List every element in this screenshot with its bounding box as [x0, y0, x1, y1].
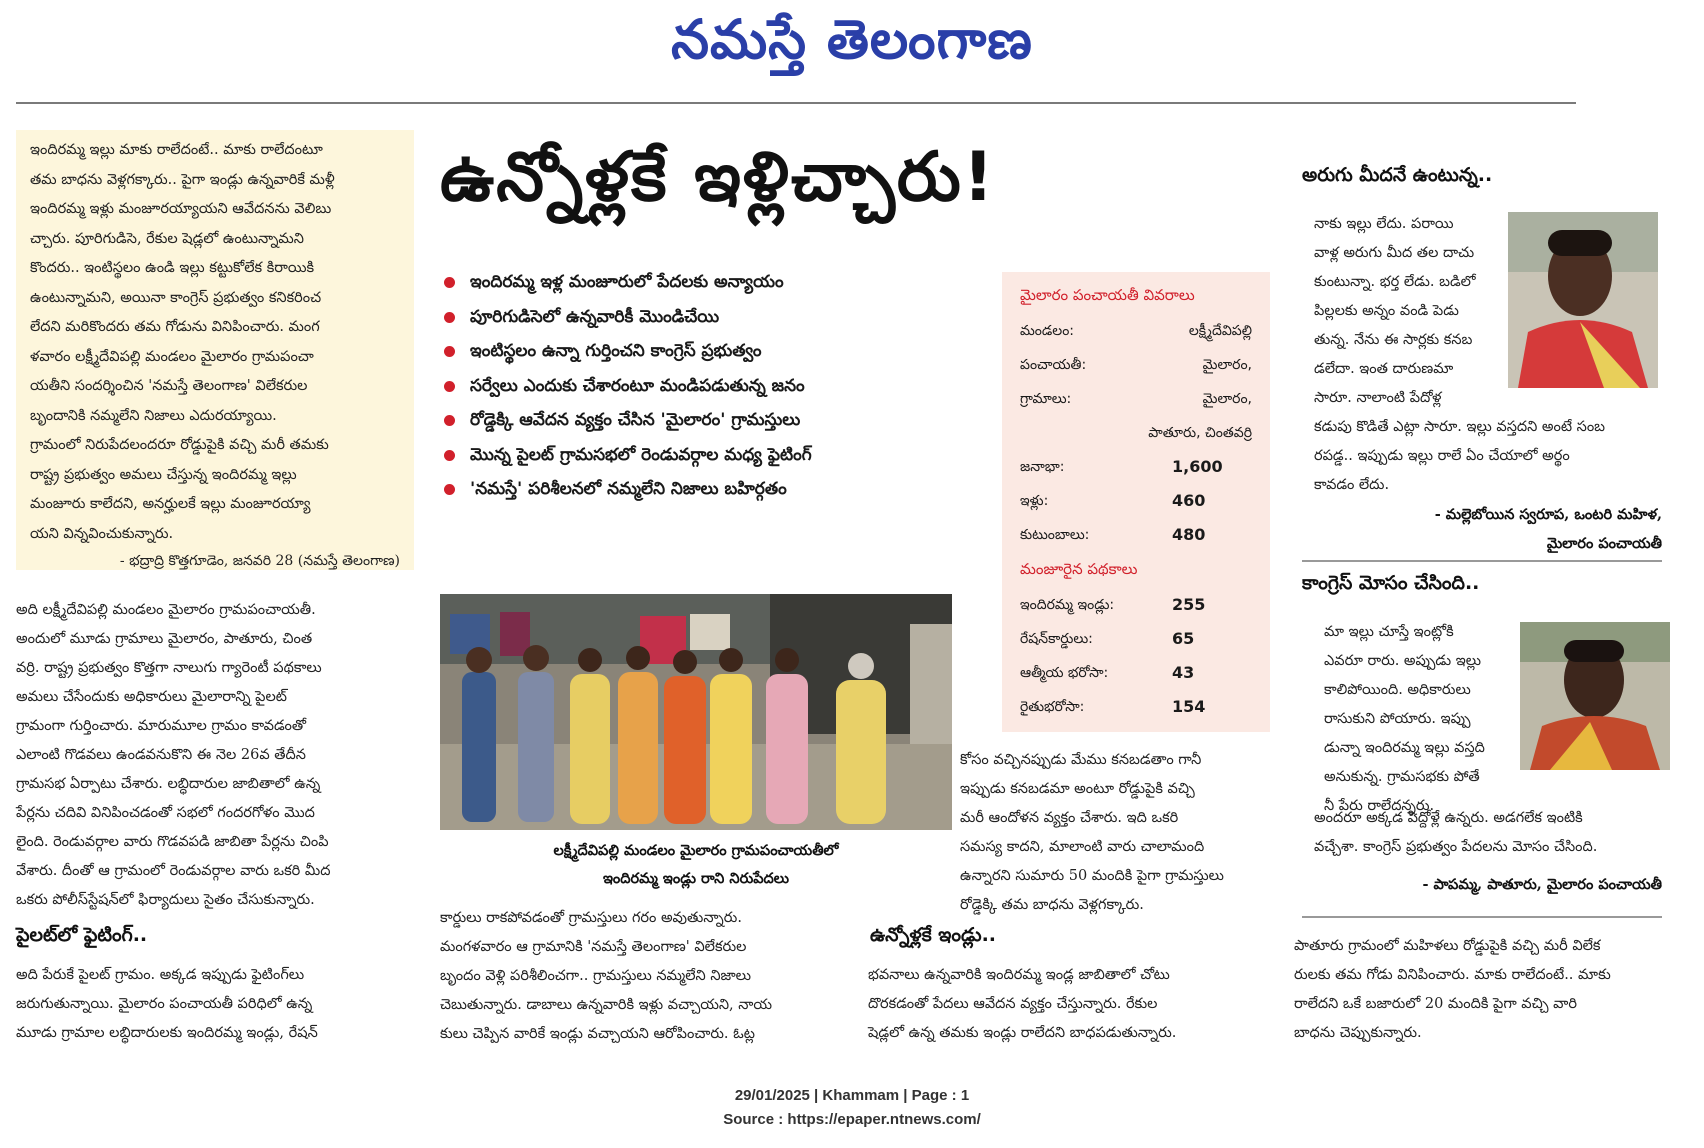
intro-box — [16, 130, 414, 570]
bullet-dot-icon — [444, 381, 455, 392]
text-line: రపడ్డ.. ఇప్పుడు ఇల్లు రాలే ఏం చేయాలో అర్థం — [1314, 448, 1570, 464]
col1-subhead: పైలట్‌లో ఫైటింగ్.. — [16, 924, 148, 946]
schemes-heading: మంజూరైన పథకాలు — [1020, 560, 1138, 578]
bullet-text: రోడ్డెక్కి ఆవేదన వ్యక్తం చేసిన 'మైలారం' గ్రామస్తులు — [470, 410, 801, 430]
details-value: మైలారం, — [1202, 391, 1252, 407]
details-value: లక్ష్మీదేవిపల్లి — [1188, 323, 1252, 339]
bullet-dot-icon — [444, 450, 455, 461]
details-row — [1020, 382, 1252, 416]
text-line: మంగళవారం ఆ గ్రామానికి 'నమస్తే తెలంగాణ' విలేకరుల — [440, 939, 747, 955]
text-line: రాలేదని ఒకే బజారులో 20 మందికి పైగా వచ్చి వారి — [1294, 996, 1577, 1012]
text-line: గ్రామంలో నిరుపేదలందరూ రోడ్డుపైకి వచ్చి మరీ తమకు — [30, 437, 329, 453]
bullet-dot-icon — [444, 415, 455, 426]
text-line: రోడ్డెక్కి తమ బాధను వెళ్లగక్కారు. — [960, 897, 1144, 913]
details-row — [1020, 690, 1252, 724]
quote2-text-full — [1314, 804, 1660, 862]
bullet-dot-icon — [444, 484, 455, 495]
bullet-text: మొన్న పైలట్ గ్రామసభలో రెండువర్గాల మధ్య ఫైటింగ్ — [470, 444, 812, 465]
col3-subhead: ఉన్నోళ్లకే ఇండ్లు.. — [870, 924, 997, 946]
bullet-dot-icon — [444, 312, 455, 323]
text-line: కుంటున్నా. భర్త లేడు. బడిలో — [1314, 274, 1476, 290]
details-label: ఇళ్లు: — [1020, 493, 1049, 509]
quote1-text-full — [1314, 413, 1660, 500]
text-line: లైంది. రెండువర్గాల వారు గొడవపడి జాబితా పేర్లను చింపి — [16, 834, 329, 850]
details-label: రేషన్‌కార్డులు: — [1020, 631, 1093, 647]
details-value: పాతూరు, చింతవర్రి — [1148, 425, 1252, 441]
text-line: కావడం లేదు. — [1314, 477, 1390, 493]
details-label: గ్రామాలు: — [1020, 391, 1072, 407]
highlight-bullet — [440, 376, 1000, 411]
details-row — [1020, 588, 1252, 622]
quote-box-2 — [1302, 572, 1662, 918]
col4-text — [1294, 932, 1664, 1048]
text-line: తున్న. నేను ఈ సార్లకు కనబ — [1314, 332, 1473, 348]
quote1-portrait — [1508, 212, 1658, 388]
highlight-bullet — [440, 272, 1000, 307]
woman-portrait-image — [1508, 212, 1658, 388]
details-value: 460 — [1172, 491, 1206, 510]
highlight-bullet — [440, 445, 1000, 480]
footer-date-edition: 29/01/2025 | Khammam | Page : 1 — [734, 1087, 970, 1104]
bullet-text: ఇందిరమ్మ ఇళ్ల మంజూరులో పేదలకు అన్యాయం — [470, 272, 784, 292]
highlight-bullet — [440, 307, 1000, 342]
text-line: బాధను చెప్పుకున్నారు. — [1294, 1025, 1422, 1041]
quote2-heading: కాంగ్రెస్ మోసం చేసింది.. — [1302, 572, 1480, 594]
text-line: కులు చెప్పిన వారికే ఇండ్లు వచ్చాయని ఆరోపించారు. ఓట్ల — [440, 1026, 755, 1042]
details-row — [1020, 416, 1252, 450]
highlight-bullet — [440, 341, 1000, 376]
details-label: ఆత్మీయ భరోసా: — [1020, 665, 1109, 681]
text-line: అనుకున్న. గ్రామసభకు పోతే — [1324, 769, 1480, 785]
text-line: రాసుకుని పోయారు. ఇప్పు — [1324, 711, 1471, 727]
text-line: కొందరు.. ఇంటిస్థలం ఉండి ఇల్లు కట్టుకోలేక కిరాయికి — [30, 260, 315, 276]
details-stats — [1020, 450, 1252, 552]
col3-text-2 — [868, 961, 1270, 1048]
details-value: 1,600 — [1172, 457, 1223, 476]
details-label: ఇందిరమ్మ ఇండ్లు: — [1020, 597, 1115, 613]
bullet-text: ఇంటిస్థలం ఉన్నా గుర్తించని కాంగ్రెస్ ప్రభుత్వం — [470, 341, 762, 361]
details-value: 65 — [1172, 629, 1195, 648]
details-label: కుటుంబాలు: — [1020, 527, 1090, 543]
text-line: వేశారు. దీంతో ఆ గ్రామంలో రెండువర్గాల వారు ఒకరి మీద — [16, 863, 331, 879]
text-line: అందులో మూడు గ్రామాలు మైలారం, పాతూరు, చింత — [16, 631, 313, 647]
text-line: పేర్లను చదివి వినిపించడంతో సభలో గందరగోళం మొద — [16, 805, 315, 821]
text-line: ఇందిరమ్మ ఇల్లు మాకు రాలేదంటే.. మాకు రాలేదంటూ — [30, 142, 323, 158]
text-line: ఇందిరమ్మ ఇళ్లు మంజూరయ్యాయని ఆవేదనను వెలిబు — [30, 201, 332, 217]
bullet-text: సర్వేలు ఎందుకు చేశారంటూ మండిపడుతున్న జనం — [470, 375, 805, 396]
footer-source: Source : https://epaper.ntnews.com/ — [723, 1111, 981, 1128]
col3-text — [960, 746, 1270, 920]
masthead-rule — [16, 102, 1576, 104]
text-line: షెడ్లలో ఉన్న తమకు ఇండ్లు రాలేదని బాధపడుతున్నారు. — [868, 1025, 1177, 1041]
text-line: లేదని మరికొందరు తమ గోడును వినిపించారు. మంగ — [30, 319, 320, 335]
group-photo — [440, 594, 952, 830]
text-line: భవనాలు ఉన్నవారికి ఇందిరమ్మ ఇండ్ల జాబితాలో చోటు — [868, 967, 1170, 983]
col1-text-2 — [16, 961, 414, 1048]
text-line: దొరకడంతో పేదలు ఆవేదన వ్యక్తం చేస్తున్నారు. రేకుల — [868, 996, 1158, 1012]
text-line: కార్డులు రాకపోవడంతో గ్రామస్తులు గరం అవుతున్నారు. — [440, 910, 742, 926]
details-label: రైతుభరోసా: — [1020, 699, 1085, 715]
details-value: 43 — [1172, 663, 1195, 682]
quote1-credit: - మల్లెబోయిన స్వరూప, ఒంటరి మహిళ, మైలారం పంచాయతీ — [1434, 506, 1662, 552]
masthead-logo: నమస్తే తెలంగాణ — [671, 8, 1033, 71]
text-line: వాళ్ల అరుగు మీద తల దాచు — [1314, 245, 1475, 261]
text-line: వచ్చేశా. కాంగ్రెస్ ప్రభుత్వం పేదలను మోసం చేసింది. — [1314, 839, 1598, 855]
details-row — [1020, 314, 1252, 348]
intro-text — [30, 136, 400, 549]
text-line: చెబుతున్నారు. డాబాలు ఉన్నవారికి ఇళ్లు వచ్చాయని, నాయ — [440, 997, 772, 1013]
text-line: మా ఇల్లు చూస్తే ఇంట్లోకి — [1324, 624, 1454, 640]
page-footer — [0, 1084, 1704, 1132]
text-line: తమ బాధను వెళ్లగక్కారు.. పైగా ఇండ్లు ఉన్నవారికే మళ్లీ — [30, 171, 335, 188]
quote2-text — [1324, 618, 1508, 821]
details-label: మండలం: — [1020, 323, 1075, 339]
text-line: సారూ. నాలాంటి పేదోళ్ల — [1314, 390, 1442, 406]
col2-text — [440, 904, 838, 1049]
text-line: గ్రామంగా గుర్తించారు. మారుమూల గ్రామం కావడంతో — [16, 718, 306, 734]
text-line: డలేదా. ఇంత దారుణమా — [1314, 361, 1454, 377]
text-line: చ్చారు. పూరిగుడిసె, రేకుల షెడ్లలో ఉంటున్నామని — [30, 230, 304, 247]
intro-credit: - భద్రాద్రి కొత్తగూడెం, జనవరి 28 (నమస్తే తెలంగాణ) — [119, 553, 400, 569]
text-line: వర్రి. రాష్ట్ర ప్రభుత్వం కొత్తగా నాలుగు గ్యారెంటీ పథకాలు — [16, 660, 322, 676]
details-label: జనాభా: — [1020, 459, 1065, 475]
details-row — [1020, 348, 1252, 382]
bullet-text: పూరిగుడిసెలో ఉన్నవారికీ మొండిచేయి — [470, 306, 720, 327]
text-line: యని విన్నవించుకున్నారు. — [30, 525, 174, 542]
text-line: ఎలాంటి గొడవలు ఉండవనుకొని ఈ నెల 26వ తేదీన — [16, 747, 306, 763]
highlight-bullet — [440, 479, 1000, 514]
details-row — [1020, 656, 1252, 690]
text-line: నీ పేరు రాలేదన్నరు. — [1324, 798, 1435, 814]
quote1-heading: అరుగు మీదనే ఉంటున్న.. — [1302, 164, 1493, 186]
text-line: బృందం వెళ్లి పరిశీలించగా.. గ్రామస్తులు నమ్మలేని నిజాలు — [440, 968, 751, 984]
text-line: ఉంటున్నామని, అయినా కాంగ్రెస్ ప్రభుత్వం కనికరించ — [30, 289, 322, 306]
text-line: అందరూ అక్కడ పెద్దోళ్లే ఉన్నరు. అడగలేక ఇంటికి — [1314, 810, 1583, 826]
text-line: రాష్ట్ర ప్రభుత్వం అమలు చేస్తున్న ఇందిరమ్మ ఇల్లు — [30, 466, 297, 483]
bullet-dot-icon — [444, 277, 455, 288]
text-line: ఒకరు పోలీస్‌స్టేషన్‌లో ఫిర్యాదులు సైతం చేసుకున్నారు. — [16, 892, 315, 908]
col1-text — [16, 596, 414, 915]
text-line: గ్రామసభ ఏర్పాటు చేశారు. లబ్ధిదారుల జాబితాలో ఉన్న — [16, 776, 321, 792]
details-value: మైలారం, — [1202, 357, 1252, 373]
text-line: బృందానికి నమ్మలేని నిజాలు ఎదురయ్యాయి. — [30, 407, 277, 424]
details-rows — [1020, 314, 1252, 450]
text-line: డున్నా ఇందిరమ్మ ఇల్లు వస్తది — [1324, 740, 1485, 756]
bullet-dot-icon — [444, 346, 455, 357]
text-line: అది పేరుకే పైలట్ గ్రామం. అక్కడ ఇప్పుడు ఫైటింగ్‌లు — [16, 967, 305, 983]
text-line: సమస్య కాదని, మాలాంటి వారు చాలామంది — [960, 839, 1205, 855]
quote-box-1 — [1302, 150, 1662, 562]
headline: ఉన్నోళ్లకే ఇళ్లిచ్చారు! — [440, 138, 996, 217]
details-heading: మైలారం పంచాయతీ వివరాలు — [1020, 286, 1195, 304]
quote2-credit: - పాపమ్మ, పాతూరు, మైలారం పంచాయతీ — [1422, 876, 1662, 893]
text-line: మరీ ఆందోళన వ్యక్తం చేశారు. ఇది ఒకరి — [960, 810, 1179, 826]
text-line: మంజూరు కాలేదని, అనర్హులకే ఇల్లు మంజూరయ్యా — [30, 496, 311, 512]
villagers-photo-illustration — [440, 594, 952, 830]
details-value: 154 — [1172, 697, 1206, 716]
bullet-text: 'నమస్తే' పరిశీలనలో నమ్మలేని నిజాలు బహిర్గతం — [470, 479, 787, 499]
details-row — [1020, 484, 1252, 518]
text-line: అది లక్ష్మీదేవిపల్లి మండలం మైలారం గ్రామపంచాయతీ. — [16, 602, 316, 618]
text-line: పిల్లలకు అన్నం వండి పెడు — [1314, 303, 1459, 319]
text-line: ఇప్పుడు కనబడమా అంటూ రోడ్డుపైకి వచ్చి — [960, 781, 1195, 797]
text-line: ఇందిరమ్మ ఇండ్లు రాని నిరుపేదలు — [602, 871, 790, 887]
text-line: కాలిపోయింది. అధికారులు — [1324, 682, 1471, 698]
text-line: పాతూరు గ్రామంలో మహిళలు రోడ్డుపైకి వచ్చి మరీ విలేక — [1294, 938, 1601, 954]
text-line: ఎవరూ రారు. అప్పుడు ఇల్లు — [1324, 653, 1482, 669]
quote1-text — [1314, 210, 1504, 413]
details-row — [1020, 622, 1252, 656]
photo-caption — [440, 837, 952, 893]
text-line: మూడు గ్రామాల లబ్ధిదారులకు ఇందిరమ్మ ఇండ్లు, రేషన్ — [16, 1025, 318, 1041]
text-line: లక్ష్మీదేవిపల్లి మండలం మైలారం గ్రామపంచాయతీలో — [553, 843, 839, 859]
text-line: ఉన్నారని సుమారు 50 మందికి పైగా గ్రామస్తులు — [960, 868, 1224, 884]
quote2-portrait — [1520, 622, 1670, 770]
highlight-bullet — [440, 410, 1000, 445]
text-line: రులకు తమ గోడు వినిపించారు. మాకు రాలేదంటే.. మాకు — [1294, 967, 1611, 983]
text-line: జరుగుతున్నాయి. మైలారం పంచాయతీ పరిధిలో ఉన్న — [16, 996, 313, 1012]
highlight-bullets — [440, 272, 1000, 514]
text-line: కడుపు కొడితే ఎట్లా సారూ. ఇల్లు వస్తదని అంటే సంబ — [1314, 419, 1606, 435]
woman-portrait-image — [1520, 622, 1670, 770]
text-line: కోసం వచ్చినప్పుడు మేము కనబడతాం గానీ — [960, 752, 1202, 768]
text-line: యతీని సందర్శించిన 'నమస్తే తెలంగాణ' విలేకరుల — [30, 378, 308, 394]
details-value: 255 — [1172, 595, 1206, 614]
details-label: పంచాయతీ: — [1020, 357, 1087, 373]
text-line: నాకు ఇల్లు లేదు. పరాయి — [1314, 216, 1454, 232]
details-value: 480 — [1172, 525, 1206, 544]
text-line: అమలు చేసేందుకు అధికారులు మైలారాన్ని పైలట్ — [16, 689, 287, 705]
panchayat-details-box — [1002, 272, 1270, 732]
schemes-rows — [1020, 588, 1252, 724]
details-row — [1020, 518, 1252, 552]
details-row — [1020, 450, 1252, 484]
text-line: ళవారం లక్ష్మీదేవిపల్లి మండలం మైలారం గ్రామపంచా — [30, 348, 314, 365]
